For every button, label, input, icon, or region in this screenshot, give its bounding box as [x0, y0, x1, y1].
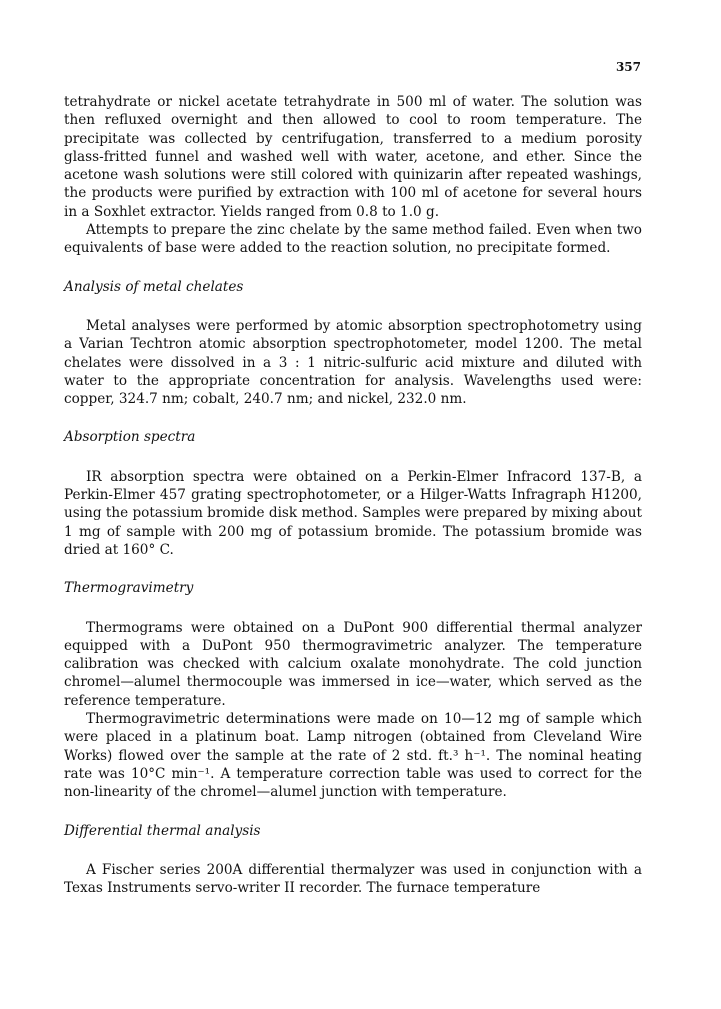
intro-paragraph-1: tetrahydrate or nickel acetate tetrahydrate in 500 ml of water. The solution was then refluxed overnight and then allowed to cool to room temperature. The precipitate was collected by centrifugation, transferred to a medium porosity glass-fritted funnel and washed well with water, acetone, and ether. Since the acetone wash solutions were still colored with quinizarin after repeated washings, the products were purified by extraction with 100 ml of acetone for several hours in a Soxhlet extractor. Yields ranged from 0.8 to 1.0 g.	[64, 94, 642, 220]
dta-paragraph: A Fischer series 200A differential thermalyzer was used in conjunction with a Texas Instruments servo-writer II recorder. The furnace temperature	[64, 861, 642, 897]
intro-paragraph-2: Attempts to prepare the zinc chelate by the same method failed. Even when two equivalents of base were added to the reaction solution, no precipitate formed.	[64, 222, 642, 257]
page-number: 357	[615, 60, 641, 74]
section-heading-absorption: Absorption spectra	[64, 429, 196, 446]
absorption-paragraph: IR absorption spectra were obtained on a Perkin-Elmer Infracord 137-B, a Perkin-Elmer 457 grating spectrophotometer, or a Hilger-Watts Infragraph H1200, using the potassium bromide disk method. Samples were prepared by mixing about 1 mg of sample with 200 mg of potassium bromide. The potassium bromide was dried at 160° C.	[64, 468, 642, 558]
analysis-paragraph: Metal analyses were performed by atomic absorption spectrophotometry using a Varian Techtron atomic absorption spectrophotometer, model 1200. The metal chelates were dissolved in a 3 : 1 nitric-sulfuric acid mixture and diluted with water to the appropriate concentration for analysis. Wavelengths used were: copper, 324.7 nm; cobalt, 240.7 nm; and nickel, 232.0 nm.	[64, 317, 642, 408]
thermogravimetry-paragraph-1: Thermograms were obtained on a DuPont 900 differential thermal analyzer equipped with a DuPont 950 thermogravimetric analyzer. The temperature calibration was checked with calcium oxalate monohydrate. The cold junction chromel—alumel thermocouple was immersed in ice—water, which served as the reference temperature.	[64, 619, 642, 709]
section-heading-dta: Differential thermal analysis	[64, 822, 261, 839]
section-heading-thermogravimetry: Thermogravimetry	[64, 580, 194, 597]
section-heading-analysis: Analysis of metal chelates	[64, 278, 244, 295]
thermogravimetry-paragraph-2: Thermogravimetric determinations were made on 10—12 mg of sample which were placed in a platinum boat. Lamp nitrogen (obtained from Cleveland Wire Works) flowed over the sample at the rate of 2 std. ft.³ h⁻¹. The nominal heating rate was 10°C min⁻¹. A temperature correction table was used to correct for the non-linearity of the chromel—alumel junction with temperature.	[64, 711, 642, 801]
page-body	[64, 93, 642, 897]
